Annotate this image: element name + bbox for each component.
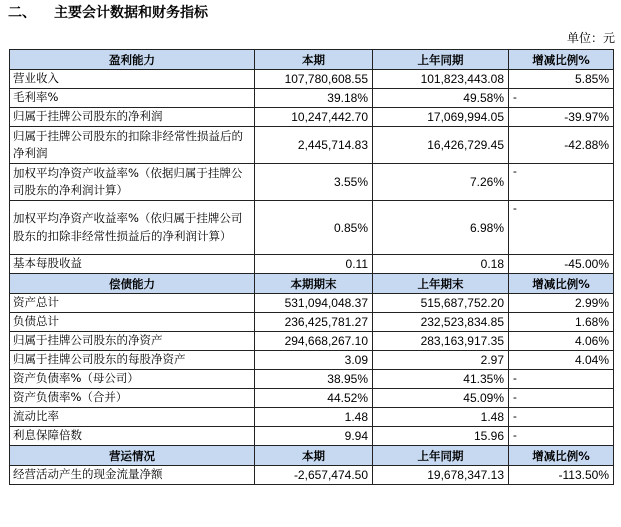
current-value: 44.52% [255,389,373,408]
change-value: - [509,164,614,201]
row-label: 经营活动产生的现金流量净额 [10,466,255,485]
current-value: 3.55% [255,164,373,201]
change-value: -39.97% [509,108,614,127]
prior-value: 7.26% [373,164,509,201]
current-value: 1.48 [255,408,373,427]
table-row [10,408,614,427]
change-value: 5.85% [509,70,614,89]
table-row [10,427,614,446]
financial-indicators-table [9,49,614,485]
table-header-row [10,274,614,294]
prior-value: 283,163,917.35 [373,332,509,351]
change-value: 2.99% [509,294,614,313]
header-cell: 偿债能力 [10,274,255,294]
change-value: 1.68% [509,313,614,332]
change-value: - [509,408,614,427]
current-value: -2,657,474.50 [255,466,373,485]
table-row [10,70,614,89]
prior-value: 0.18 [373,255,509,274]
prior-value: 15.96 [373,427,509,446]
prior-value: 19,678,347.13 [373,466,509,485]
change-value: 4.06% [509,332,614,351]
current-value: 0.11 [255,255,373,274]
change-value: -113.50% [509,466,614,485]
change-value: -45.00% [509,255,614,274]
prior-value: 1.48 [373,408,509,427]
table-row [10,255,614,274]
row-label: 归属于挂牌公司股东的扣除非经常性损益后的净利润 [10,127,255,164]
prior-value: 515,687,752.20 [373,294,509,313]
current-value: 236,425,781.27 [255,313,373,332]
table-row [10,351,614,370]
header-cell: 本期期末 [255,274,373,294]
change-value: - [509,89,614,108]
row-label: 基本每股收益 [10,255,255,274]
table-row [10,108,614,127]
current-value: 38.95% [255,370,373,389]
row-label: 利息保障倍数 [10,427,255,446]
row-label: 资产负债率%（合并） [10,389,255,408]
prior-value: 41.35% [373,370,509,389]
table-row [10,201,614,255]
current-value: 294,668,267.10 [255,332,373,351]
prior-value: 2.97 [373,351,509,370]
row-label: 流动比率 [10,408,255,427]
row-label: 归属于挂牌公司股东的净利润 [10,108,255,127]
current-value: 107,780,608.55 [255,70,373,89]
table-header-row [10,50,614,70]
current-value: 2,445,714.83 [255,127,373,164]
row-label: 归属于挂牌公司股东的每股净资产 [10,351,255,370]
table-row [10,294,614,313]
table-row [10,313,614,332]
row-label: 资产总计 [10,294,255,313]
table-row [10,389,614,408]
current-value: 39.18% [255,89,373,108]
row-label: 毛利率% [10,89,255,108]
row-label: 归属于挂牌公司股东的净资产 [10,332,255,351]
table-row [10,466,614,485]
table-header-row [10,446,614,466]
row-label: 加权平均净资产收益率%（依据归属于挂牌公司股东的净利润计算） [10,164,255,201]
current-value: 10,247,442.70 [255,108,373,127]
header-cell: 增减比例% [509,274,614,294]
section-title: 主要会计数据和财务指标 [54,5,208,21]
prior-value: 101,823,443.08 [373,70,509,89]
prior-value: 232,523,834.85 [373,313,509,332]
current-value: 3.09 [255,351,373,370]
section-number: 二、 [8,5,36,21]
current-value: 9.94 [255,427,373,446]
change-value: - [509,370,614,389]
row-label: 负债总计 [10,313,255,332]
prior-value: 16,426,729.45 [373,127,509,164]
row-label: 营业收入 [10,70,255,89]
header-cell: 本期 [255,50,373,70]
prior-value: 17,069,994.05 [373,108,509,127]
prior-value: 45.09% [373,389,509,408]
change-value: - [509,389,614,408]
change-value: 4.04% [509,351,614,370]
header-cell: 上年期末 [373,274,509,294]
header-cell: 盈利能力 [10,50,255,70]
header-cell: 营运情况 [10,446,255,466]
current-value: 531,094,048.37 [255,294,373,313]
current-value: 0.85% [255,201,373,255]
table-row [10,370,614,389]
prior-value: 6.98% [373,201,509,255]
header-cell: 上年同期 [373,446,509,466]
header-cell: 本期 [255,446,373,466]
unit-label: 单位：元 [566,31,615,45]
table-row [10,127,614,164]
header-cell: 上年同期 [373,50,509,70]
table-row [10,164,614,201]
change-value: - [509,427,614,446]
change-value: -42.88% [509,127,614,164]
row-label: 资产负债率%（母公司） [10,370,255,389]
section-heading [8,2,208,24]
header-cell: 增减比例% [509,50,614,70]
table-row [10,332,614,351]
header-cell: 增减比例% [509,446,614,466]
change-value: - [509,201,614,255]
table-row [10,89,614,108]
prior-value: 49.58% [373,89,509,108]
row-label: 加权平均净资产收益率%（依归属于挂牌公司股东的扣除非经常性损益后的净利润计算） [10,201,255,255]
